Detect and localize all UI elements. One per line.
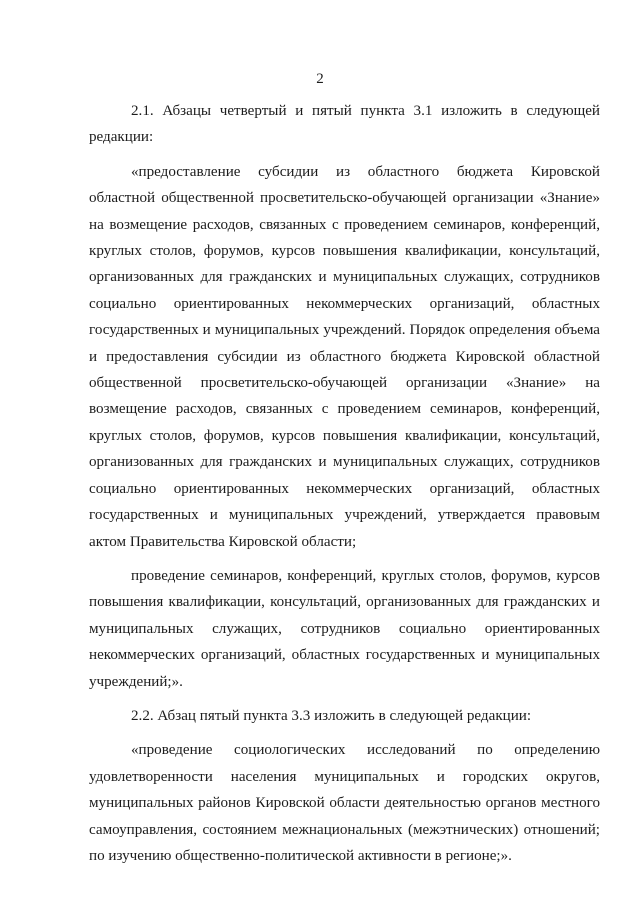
paragraph-subsidy-text: «предоставление субсидии из областного бюджета Кировской областной общественной просветительско-обучающей организации «Знание» на возмещение расходов, связанных с проведением семинаров, конференций, круглых столов, форумов, курсов повышения квалификации, консультаций, организованных для гражданских и муниципальных служащих, сотрудников социально ориентированных некоммерческих организаций, областных государственных и муниципальных учреждений. Порядок определения объема и предоставления субсидии из областного бюджета Кировской областной общественной просветительско-обучающей организации «Знание» на возмещение расходов, связанных с проведением семинаров, конференций, круглых столов, форумов, курсов повышения квалификации, консультаций, организованных для гражданских и муниципальных служащих, сотрудников социально ориентированных некоммерческих организаций, областных государственных и муниципальных учреждений, утверждается правовым актом Правительства Кировской области; [89,163,600,550]
page-number: 2 [316,71,324,87]
paragraph-research-text: «проведение социологических исследований по определению удовлетворенности населения муниципальных и городских округов, муниципальных районов Кировской области деятельностью органов местного самоуправления, состоянием межнациональных (межэтнических) отношений; по изучению общественно-политической активности в регионе;». [89,742,600,864]
paragraph-2-2-heading: 2.2. Абзац пятый пункта 3.3 изложить в следующей редакции: [131,707,532,724]
paragraph-seminars-text: проведение семинаров, конференций, круглых столов, форумов, курсов повышения квалификации, консультаций, организованных для гражданских и муниципальных служащих, сотрудников социально ориентированных некоммерческих организаций, областных государственных и муниципальных учреждений;». [89,567,600,690]
paragraph-2-1-heading: 2.1. Абзацы четвертый и пятый пункта 3.1 изложить в следующей редакции: [89,103,600,146]
document-body [89,98,600,869]
